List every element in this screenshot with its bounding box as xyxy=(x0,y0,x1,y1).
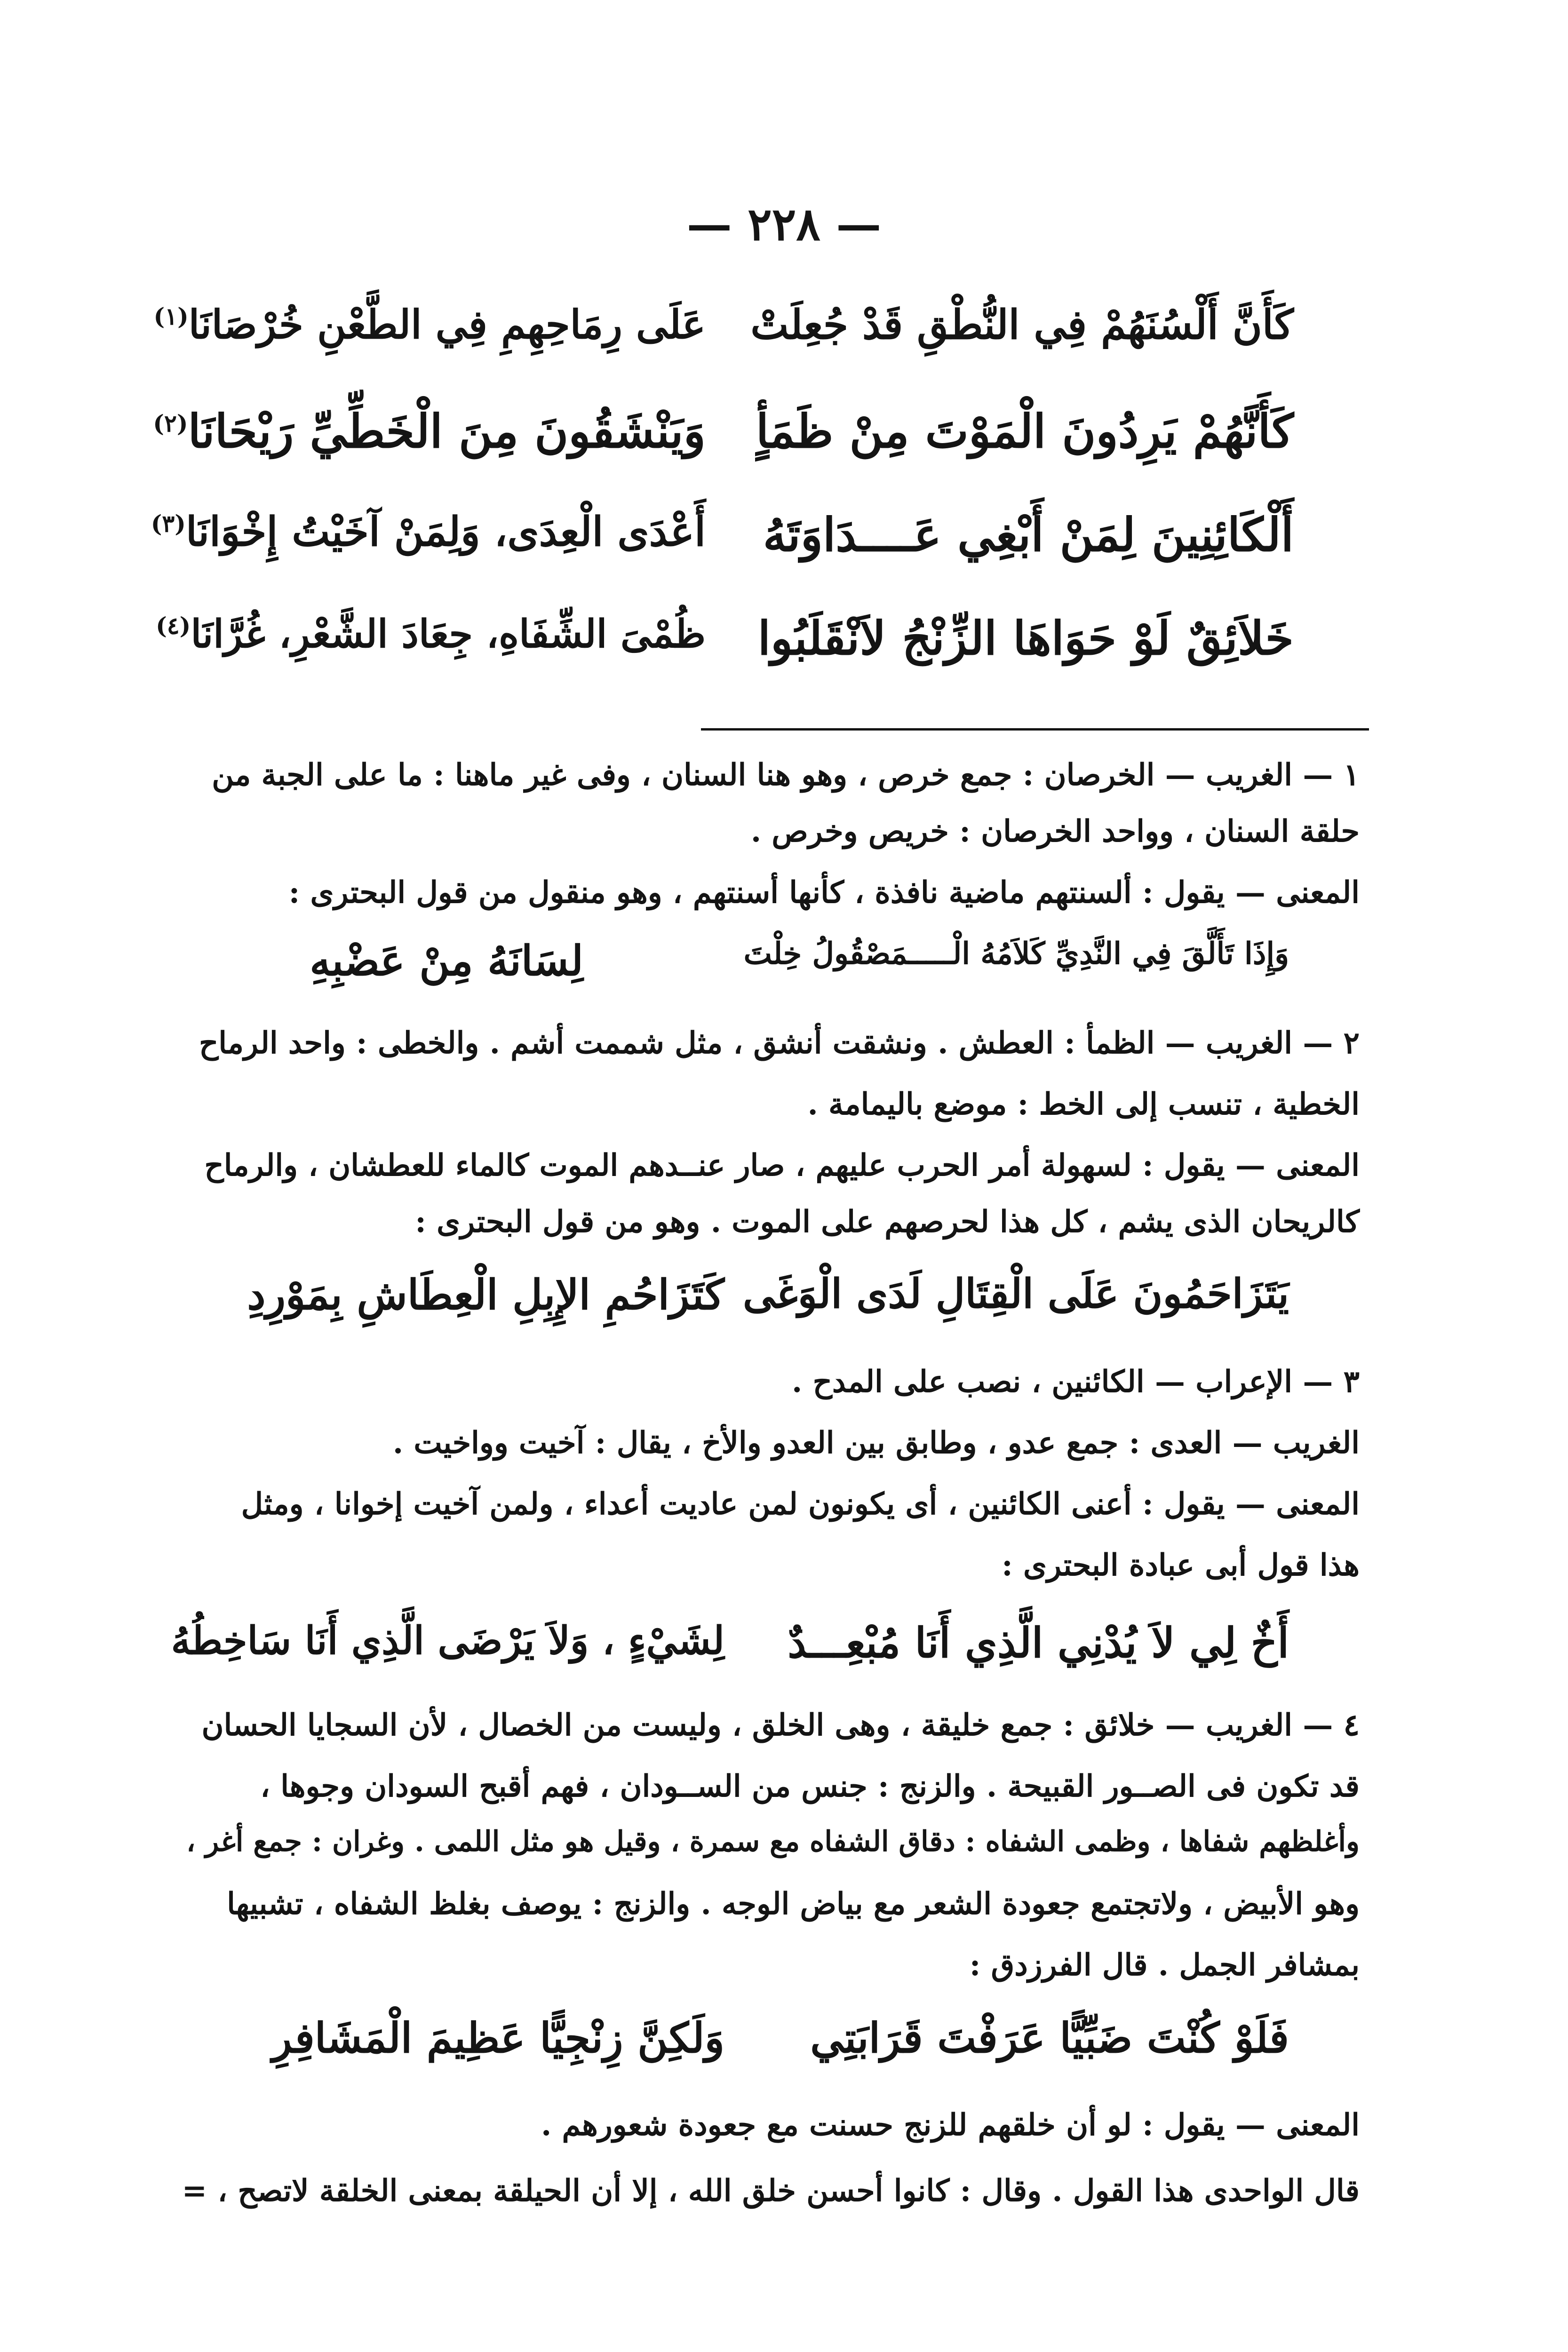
footnote-3-line-3: المعنى — يقول : أعنى الكائنين ، أى يكونون لمن عاديت أعداء ، ولمن آخيت إخوانا ، ومثل xyxy=(241,1486,1360,1522)
verse-4-second-hemistich: ظُمْىَ الشِّفَاهِ، جِعَادَ الشَّعْرِ، غُرَّانَا$^{(٤)}$ xyxy=(156,612,706,657)
footnote-1-quote xyxy=(207,936,1289,1007)
footnote-2-quote-first: يَتَزَاحَمُونَ عَلَى الْقِتَالِ لَدَى الْوَغَى xyxy=(743,1270,1289,1318)
footnote-4-quote-first: فَلَوْ كُنْتَ ضَبِّيًّا عَرَفْتَ قَرَابَتِي xyxy=(810,2013,1289,2062)
footnote-4-line-6: المعنى — يقول : لو أن خلقهم للزنج حسنت مع جعودة شعورهم . xyxy=(541,2107,1360,2143)
footnote-1-quote-first: وَإِذَا تَأَلَّقَ فِي النَّدِيِّ كَلاَمُهُ الْـــــمَصْقُولُ خِلْتَ xyxy=(743,936,1289,971)
footnote-4-quote xyxy=(207,2013,1289,2084)
footnote-2-quote-second: كَتَزَاحُمِ الإِبِلِ الْعِطَاشِ بِمَوْرِدِ xyxy=(247,1270,724,1319)
footnote-2-line-2: الخطية ، تنسب إلى الخط : موضع باليمامة . xyxy=(807,1087,1360,1122)
footnote-1-line-1: ١ — الغريب — الخرصان : جمع خرص ، وهو هنا السنان ، وفى غير ماهنا : ما على الجبة من xyxy=(212,757,1360,793)
footnote-marker-3: (٣) xyxy=(151,509,186,538)
poem-verse-2 xyxy=(155,405,1294,475)
footnote-1-quote-second: لِسَانَهُ مِنْ عَضْبِهِ xyxy=(310,936,583,985)
verse-2-second-hemistich: وَيَنْشَقُونَ مِنَ الْخَطِّيِّ رَيْحَانَا$^{(٢)}$ xyxy=(153,405,706,459)
footnote-1-line-3: المعنى — يقول : ألسنتهم ماضية نافذة ، كأنها أسنتهم ، وهو منقول من قول البحترى : xyxy=(288,875,1360,910)
page-number: — ٢٢٨ — xyxy=(686,198,882,251)
poem-verse-3 xyxy=(151,508,1294,579)
footnote-2-line-3: المعنى — يقول : لسهولة أمر الحرب عليهم ، صار عنــدهم الموت كالماء للعطشان ، والرماح xyxy=(204,1148,1360,1183)
footnote-3-line-4: هذا قول أبى عبادة البحترى : xyxy=(1002,1548,1360,1583)
footnote-3-quote xyxy=(171,1618,1289,1689)
footnote-4-line-4: وهو الأبيض ، ولاتجتمع جعودة الشعر مع بياض الوجه . والزنج : يوصف بغلظ الشفاه ، تشبيها xyxy=(227,1886,1360,1922)
poem-verse-4 xyxy=(155,612,1294,682)
footnote-3-line-1: ٣ — الإعراب — الكائنين ، نصب على المدح . xyxy=(792,1364,1360,1399)
verse-3-second-hemistich: أَعْدَى الْعِدَى، وَلِمَنْ آخَيْتُ إِخْوَانَا$^{(٣)}$ xyxy=(151,508,706,556)
footnote-4-line-5: بمشافر الجمل . قال الفرزدق : xyxy=(969,1947,1360,1983)
footnote-4-quote-second: وَلَكِنَّ زِنْجِيًّا عَظِيمَ الْمَشَافِرِ xyxy=(272,2013,724,2062)
footnote-2-line-4: كالريحان الذى يشم ، كل هذا لحرصهم على الموت . وهو من قول البحترى : xyxy=(415,1204,1360,1240)
poem-verse-1 xyxy=(155,301,1294,372)
footnote-4-line-1: ٤ — الغريب — خلائق : جمع خليقة ، وهى الخلق ، وليست من الخصال ، لأن السجايا الحسان xyxy=(201,1708,1360,1743)
verse-3-first-hemistich: أَلْكَائِنِينَ لِمَنْ أَبْغِي عَــــدَاوَتَهُ xyxy=(763,508,1294,562)
verse-4-first-hemistich: خَلاَئِقٌ لَوْ حَوَاهَا الزِّنْجُ لاَنْقَلَبُوا xyxy=(757,612,1294,666)
footnote-3-line-2: الغريب — العدى : جمع عدو ، وطابق بين العدو والأخ ، يقال : آخيت وواخيت . xyxy=(392,1425,1360,1461)
footnote-marker-2: (٢) xyxy=(153,409,188,437)
footnote-2-quote xyxy=(207,1270,1289,1341)
footnote-4-line-2: قد تكون فى الصــور القبيحة . والزنج : جنس من الســودان ، فهم أقبح السودان وجوها ، xyxy=(260,1769,1360,1804)
footnote-4-line-7: قال الواحدى هذا القول . وقال : كانوا أحسن خلق الله ، إلا أن الحيلقة بمعنى الخلقة لاتصح ، = xyxy=(182,2173,1360,2209)
footnote-marker-4: (٤) xyxy=(156,612,191,640)
footnote-1-line-2: حلقة السنان ، وواحد الخرصان : خريص وخرص . xyxy=(750,814,1360,849)
verse-1-second-hemistich: عَلَى رِمَاحِهِمِ فِي الطَّعْنِ خُرْصَانَا$^{(١)}$ xyxy=(153,301,706,348)
footnote-marker-1: (١) xyxy=(153,302,189,330)
footnote-3-quote-first: أَخٌ لِي لاَ يُدْنِي الَّذِي أَنَا مُبْعِـــدٌ xyxy=(788,1618,1289,1667)
footnote-2-line-1: ٢ — الغريب — الظمأ : العطش . ونشقت أنشق ، مثل شممت أشم . والخطى : واحد الرماح xyxy=(199,1025,1360,1061)
footnote-3-quote-second: لِشَيْءٍ ، وَلاَ يَرْضَى الَّذِي أَنَا سَاخِطُهُ xyxy=(171,1618,724,1663)
footnote-4-line-3: وأغلظهم شفاها ، وظمى الشفاه : دقاق الشفاه مع سمرة ، وقيل هو مثل اللمى . وغران : جمع أغر ، xyxy=(186,1825,1360,1858)
verse-2-first-hemistich: كَأَنَّهُمْ يَرِدُونَ الْمَوْتَ مِنْ ظَمَأٍ xyxy=(756,405,1294,459)
verse-1-first-hemistich: كَأَنَّ أَلْسُنَهُمْ فِي النُّطْقِ قَدْ جُعِلَتْ xyxy=(750,301,1294,349)
footnote-divider xyxy=(701,728,1369,731)
